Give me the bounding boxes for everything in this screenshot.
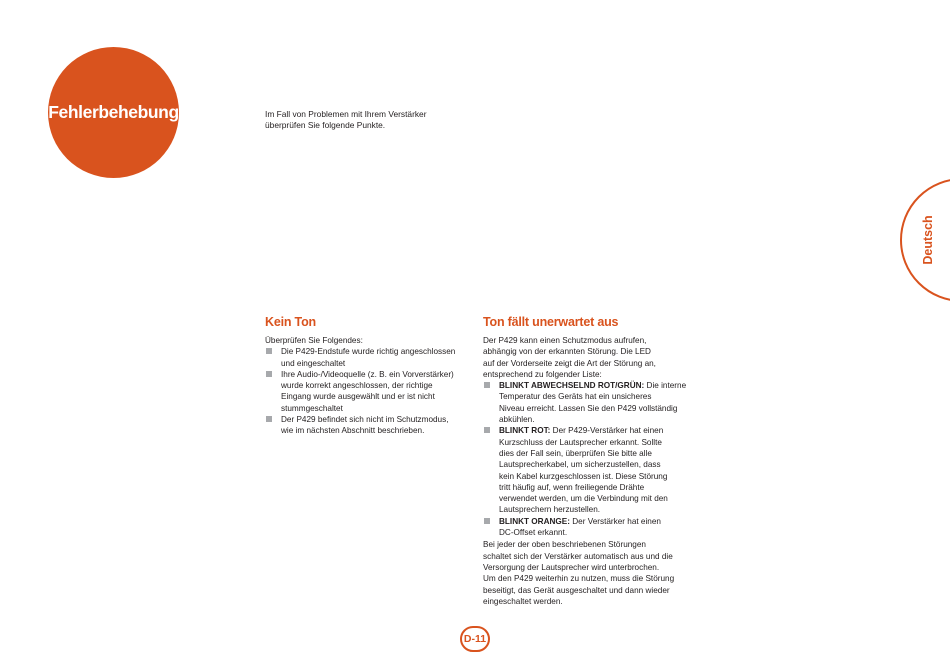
check-list: [265, 346, 475, 436]
section-lead: Überprüfen Sie Folgendes:: [265, 336, 363, 345]
bullet-square-icon: [266, 371, 272, 377]
page-title: Fehlerbehebung: [48, 102, 179, 122]
title-badge: [48, 47, 179, 178]
bullet-square-icon: [484, 427, 490, 433]
sound-cuts-out-section: [483, 314, 693, 607]
status-label: BLINKT ROT:: [499, 426, 551, 436]
list-item: BLINKT ABWECHSELND ROT/GRÜN: Die interne Temperatur des Geräts hat ein unsicheres Niveau erreicht. Lassen Sie den P429 vollständig abkühlen.: [483, 380, 693, 425]
section-lead: Der P429 kann einen Schutzmodus aufrufen, abhängig von der erkannten Störung. Die LED auf der Vorderseite zeigt die Art der Störung an, entsprechend zu folgender Liste:: [483, 336, 656, 379]
intro-text: [265, 109, 495, 131]
bullet-square-icon: [484, 518, 490, 524]
language-tab-label: Deutsch: [921, 215, 935, 265]
section-heading: Kein Ton: [265, 315, 316, 329]
list-item: Der P429 befindet sich nicht im Schutzmodus, wie im nächsten Abschnitt beschrieben.: [265, 414, 475, 437]
no-sound-section: [265, 314, 475, 437]
intro-line: Im Fall von Problemen mit Ihrem Verstärker: [265, 109, 427, 119]
list-item: BLINKT ROT: Der P429-Verstärker hat einen Kurzschluss der Lautsprecher erkannt. Sollte dies der Fall sein, überprüfen Sie bitte alle Lautsprecherkabel, um sicherzustellen, dass kein Kabel kurzgeschlossen ist. Diese Störung tritt häufig auf, wenn freiliegende Drähte verwendet werden, um die Verbindung mit den Lautsprechern herzustellen.: [483, 425, 693, 515]
status-label: BLINKT ORANGE:: [499, 516, 570, 526]
led-status-list: [483, 380, 693, 538]
closing-paragraph: Bei jeder der oben beschriebenen Störungen schaltet sich der Verstärker automatisch aus und die Versorgung der Lautsprecher wird unterbrochen. Um den P429 weiterhin zu nutzen, muss die Störung beseitigt, das Gerät ausgeschaltet und dann wieder eingeschaltet werden.: [483, 540, 675, 606]
status-label: BLINKT ABWECHSELND ROT/GRÜN:: [499, 381, 645, 391]
bullet-square-icon: [484, 382, 490, 388]
list-item: Ihre Audio-/Videoquelle (z. B. ein Vorverstärker) wurde korrekt angeschlossen, der richtige Eingang wurde ausgewählt und er ist nicht stummgeschaltet: [265, 369, 475, 414]
list-item: BLINKT ORANGE: Der Verstärker hat einen DC-Offset erkannt.: [483, 516, 693, 539]
intro-line: überprüfen Sie folgende Punkte.: [265, 120, 386, 131]
page-number: D-11: [460, 626, 490, 652]
bullet-square-icon: [266, 416, 272, 422]
section-heading: Ton fällt unerwartet aus: [483, 315, 619, 329]
list-item: Die P429-Endstufe wurde richtig angeschlossen und eingeschaltet: [265, 346, 475, 369]
bullet-square-icon: [266, 348, 272, 354]
